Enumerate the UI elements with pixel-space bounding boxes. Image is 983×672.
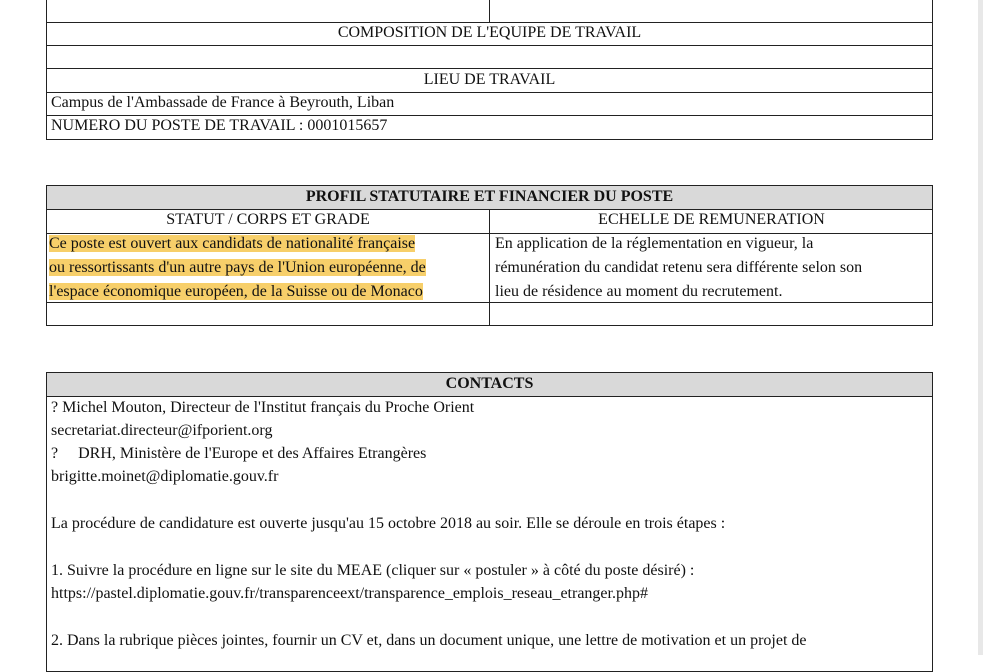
status-header: STATUT / CORPS ET GRADE <box>166 211 370 228</box>
procedure-step-1: 1. Suivre la procédure en ligne sur le site du MEAE (cliquer sur « postuler » à côté du poste désiré) : <box>51 562 695 579</box>
work-location-table <box>46 0 933 140</box>
position-number: NUMERO DU POSTE DE TRAVAIL : 0001015657 <box>51 117 388 134</box>
location-title: LIEU DE TRAVAIL <box>47 69 932 93</box>
contact-email[interactable]: secretariat.directeur@ifporient.org <box>51 422 273 439</box>
location-value: Campus de l'Ambassade de France à Beyrouth, Liban <box>47 92 932 116</box>
procedure-step-2: 2. Dans la rubrique pièces jointes, fournir un CV et, dans un document unique, une lettre de motivation et un projet de <box>51 632 807 649</box>
salary-header: ECHELLE DE REMUNERATION <box>598 211 825 228</box>
composition-empty-row <box>47 45 932 69</box>
column-divider <box>489 0 490 22</box>
profile-column-headers <box>47 209 932 234</box>
procedure-intro: La procédure de candidature est ouverte jusqu'au 15 octobre 2018 au soir. Elle se déroule en trois étapes : <box>51 515 726 532</box>
contacts-title: CONTACTS <box>47 373 932 397</box>
contact-line: ? DRH, Ministère de l'Europe et des Affaires Etrangères <box>51 445 427 462</box>
profile-title: PROFIL STATUTAIRE ET FINANCIER DU POSTE <box>47 186 932 210</box>
procedure-link[interactable]: https://pastel.diplomatie.gouv.fr/transparenceext/transparence_emplois_reseau_etranger.php# <box>51 585 648 602</box>
composition-title: COMPOSITION DE L'EQUIPE DE TRAVAIL <box>47 22 932 46</box>
page-edge <box>978 0 983 655</box>
contacts-table <box>46 372 933 672</box>
profile-bottom-rule <box>47 281 932 303</box>
contact-line: ? Michel Mouton, Directeur de l'Institut français du Proche Orient <box>51 399 475 416</box>
contact-email[interactable]: brigitte.moinet@diplomatie.gouv.fr <box>51 468 279 485</box>
status-profile-table: PROFIL STATUTAIRE ET FINANCIER DU POSTE STATUT / CORPS ET GRADE ECHELLE DE REMUNERATION Ce poste est ouvert aux candidats de nationalité française ou ressortissants d'un autre pays de l'Union européenne, de l'espace économique européen, de la Suisse ou de Monaco En application de la réglementation en vigueur, la rémunération du candidat retenu sera différente selon son lieu de résidence au moment du recrutement. <box>46 185 933 326</box>
